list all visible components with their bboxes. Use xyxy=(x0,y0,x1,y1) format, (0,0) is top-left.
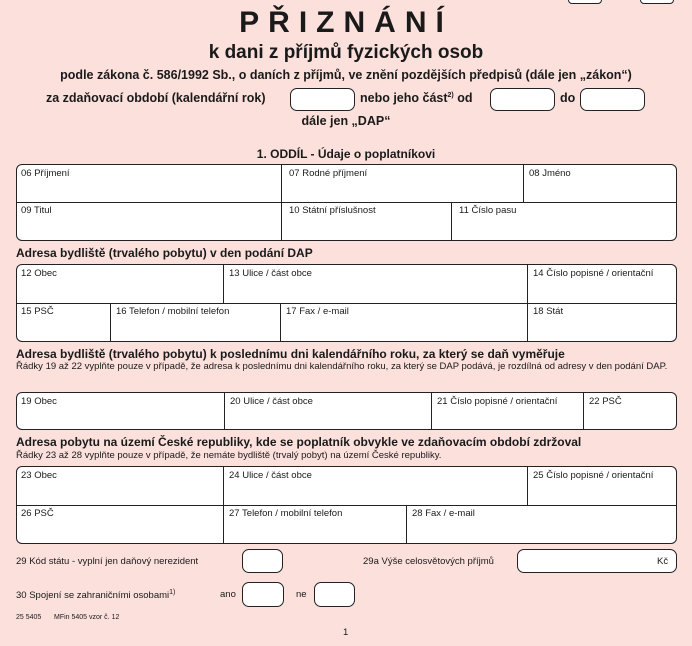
house-number-field[interactable]: 14 Číslo popisné / orientační xyxy=(533,268,654,279)
fax-email-cz-field[interactable]: 28 Fax / e-mail xyxy=(412,508,475,519)
address-year-end-table xyxy=(16,392,677,430)
top-edge-box xyxy=(640,0,674,4)
postal-code-year-end-field[interactable]: 22 PSČ xyxy=(589,396,622,407)
citizenship-field[interactable]: 10 Státní příslušnost xyxy=(289,205,376,216)
municipality-field[interactable]: 12 Obec xyxy=(21,268,57,279)
yes-label: ano xyxy=(220,589,236,600)
foreign-connection-no-box[interactable] xyxy=(314,582,355,607)
street-field[interactable]: 13 Ulice / část obce xyxy=(229,268,312,279)
form-title: PŘIZNÁNÍ xyxy=(239,6,453,39)
surname-field[interactable]: 06 Příjmení xyxy=(21,168,70,179)
to-label: do xyxy=(560,91,576,105)
address-cz-title: Adresa pobytu na území České republiky, kde se poplatník obvykle ve zdaňovacím období zdržoval xyxy=(16,435,582,449)
form-code: 25 5405 xyxy=(16,614,42,621)
dap-label: dále jen „DAP“ xyxy=(301,114,391,128)
house-number-cz-field[interactable]: 25 Číslo popisné / orientační xyxy=(533,470,654,481)
address-cz-note: Řádky 23 až 28 vyplňte pouze v případě, že nemáte bydliště (trvalý pobyt) na území České republiky. xyxy=(16,450,442,461)
postal-code-field[interactable]: 15 PSČ xyxy=(21,306,54,317)
period-to-input[interactable] xyxy=(580,88,645,111)
currency-label: Kč xyxy=(657,556,669,567)
period-from-input[interactable] xyxy=(490,88,555,111)
form-subtitle: k dani z příjmů fyzických osob xyxy=(208,42,484,63)
fax-email-field[interactable]: 17 Fax / e-mail xyxy=(286,306,349,317)
country-field[interactable]: 18 Stát xyxy=(533,306,564,317)
law-reference: podle zákona č. 586/1992 Sb., o daních z příjmů, ve znění pozdějších předpisů (dále jen „zákon“) xyxy=(60,68,632,82)
address-dap-table xyxy=(16,264,677,342)
postal-code-cz-field[interactable]: 26 PSČ xyxy=(21,508,54,519)
first-name-field[interactable]: 08 Jméno xyxy=(529,168,571,179)
no-label: ne xyxy=(296,589,307,600)
municipality-cz-field[interactable]: 23 Obec xyxy=(21,470,57,481)
period-label: za zdaňovací období (kalendářní rok) xyxy=(46,91,266,105)
worldwide-income-label: 29a Výše celosvětových příjmů xyxy=(363,556,494,567)
address-cz-table xyxy=(16,466,677,544)
street-year-end-field[interactable]: 20 Ulice / část obce xyxy=(230,396,313,407)
top-edge-box xyxy=(568,0,602,4)
title-field[interactable]: 09 Titul xyxy=(21,205,52,216)
municipality-year-end-field[interactable]: 19 Obec xyxy=(21,396,57,407)
passport-number-field[interactable]: 11 Číslo pasu xyxy=(459,205,517,216)
address-year-end-title: Adresa bydliště (trvalého pobytu) k poslednímu dni kalendářního roku, za který se daň vyměřuje xyxy=(16,347,565,361)
or-part-label: nebo jeho část$^{2)}$ od xyxy=(360,91,473,105)
country-code-label: 29 Kód státu - vyplní jen daňový nerezident xyxy=(16,556,199,567)
period-year-input[interactable] xyxy=(290,88,355,111)
street-cz-field[interactable]: 24 Ulice / část obce xyxy=(229,470,312,481)
country-code-input[interactable] xyxy=(242,549,283,573)
form-version: MFin 5405 vzor č. 12 xyxy=(54,614,120,621)
foreign-connection-label: 30 Spojení se zahraničními osobami$^{1)}$ xyxy=(16,589,176,602)
phone-field[interactable]: 16 Telefon / mobilní telefon xyxy=(116,306,230,317)
personal-data-table xyxy=(16,164,677,241)
page-number: 1 xyxy=(343,627,349,638)
house-number-year-end-field[interactable]: 21 Číslo popisné / orientační xyxy=(437,396,558,407)
address-year-end-note: Řádky 19 až 22 vyplňte pouze v případě, že adresa k poslednímu dni kalendářního roku, za který se DAP podává, je rozdílná od adresy v den podání DAP. xyxy=(16,361,668,372)
address-dap-title: Adresa bydliště (trvalého pobytu) v den podání DAP xyxy=(16,246,313,260)
phone-cz-field[interactable]: 27 Telefon / mobilní telefon xyxy=(229,508,343,519)
worldwide-income-input[interactable] xyxy=(517,549,677,573)
section-1-title: 1. ODDÍL - Údaje o poplatníkovi xyxy=(256,147,436,161)
birth-surname-field[interactable]: 07 Rodné příjmení xyxy=(289,168,368,179)
foreign-connection-yes-box[interactable] xyxy=(242,582,284,607)
